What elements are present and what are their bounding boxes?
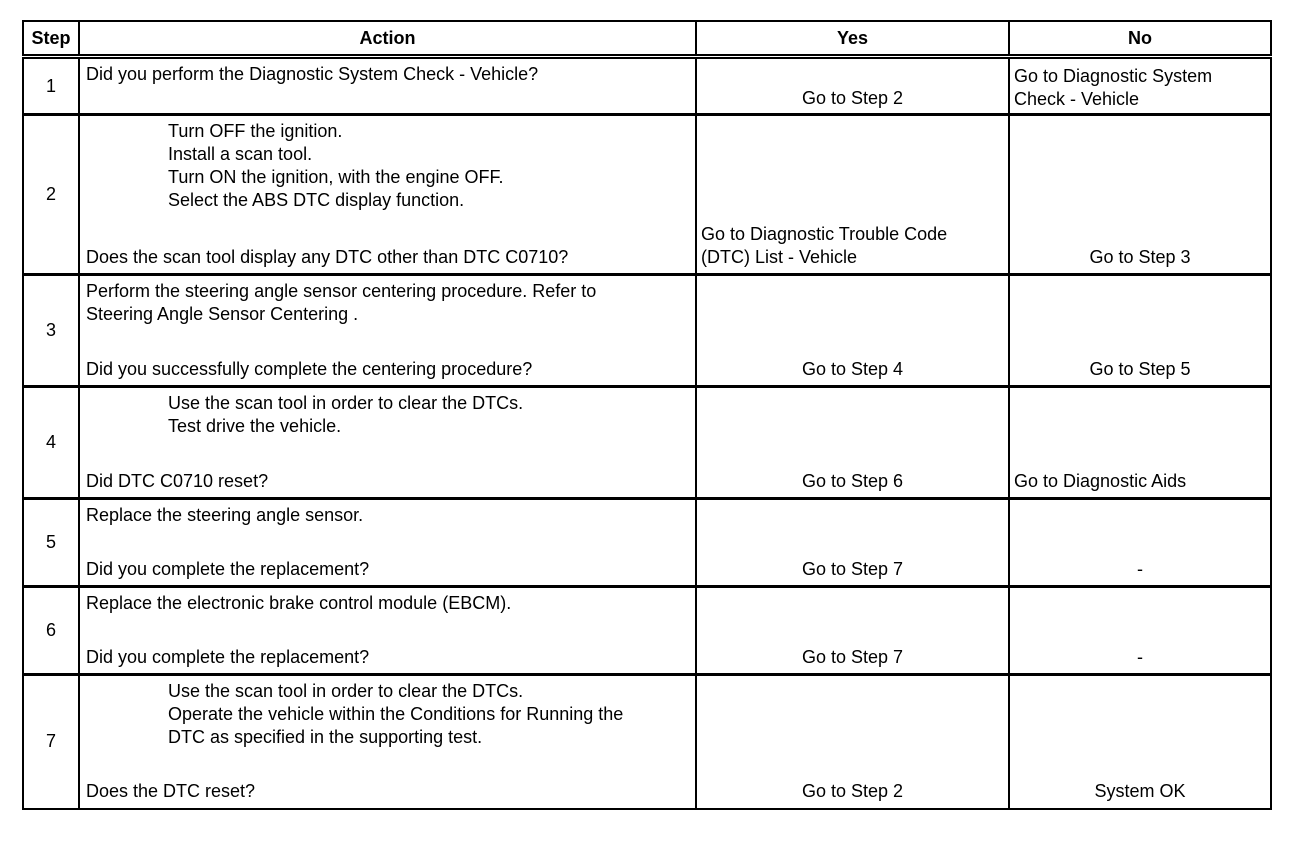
instruction-item: Operate the vehicle within the Conditions for Running the [168, 704, 624, 724]
no-result: Go to Step 5 [1089, 359, 1191, 379]
yes-cell [696, 499, 1009, 587]
yes-result-line: Go to Diagnostic Trouble Code [701, 224, 948, 244]
table-row [23, 499, 1271, 587]
no-result: - [1137, 647, 1143, 667]
instruction-item: Test drive the vehicle. [168, 416, 342, 436]
yes-cell [696, 115, 1009, 275]
action-cell [79, 587, 696, 675]
step-number: 7 [23, 675, 79, 809]
no-cell [1009, 387, 1271, 499]
action-question: Does the scan tool display any DTC other than DTC C0710? [86, 247, 569, 267]
action-cell [79, 499, 696, 587]
yes-result: Go to Step 2 [801, 88, 904, 108]
instruction-item: DTC as specified in the supporting test. [168, 727, 483, 747]
no-result-line: Check - Vehicle [1014, 89, 1140, 109]
yes-result: Go to Step 2 [801, 781, 904, 801]
instruction-item: Use the scan tool in order to clear the DTCs. [168, 393, 524, 413]
yes-cell [696, 387, 1009, 499]
action-cell [79, 115, 696, 275]
instruction-item: Install a scan tool. [168, 144, 313, 164]
action-question: Did DTC C0710 reset? [86, 471, 269, 491]
no-cell [1009, 587, 1271, 675]
header-row [23, 21, 1271, 57]
action-question: Did you complete the replacement? [86, 559, 370, 579]
no-result: - [1137, 559, 1143, 579]
action-cell [79, 387, 696, 499]
header-action: Action [79, 21, 696, 57]
instruction-list [86, 392, 689, 438]
instruction-list [86, 680, 689, 749]
no-cell [1009, 675, 1271, 809]
yes-cell [696, 587, 1009, 675]
no-result: Go to Diagnostic Aids [1014, 471, 1187, 491]
table-row [23, 275, 1271, 387]
step-number: 6 [23, 587, 79, 675]
header-no: No [1009, 21, 1271, 57]
table-row [23, 387, 1271, 499]
action-intro-line: Perform the steering angle sensor centering procedure. Refer to [86, 281, 597, 301]
no-cell [1009, 115, 1271, 275]
action-question: Did you successfully complete the centering procedure? [86, 359, 533, 379]
action-intro-line: Steering Angle Sensor Centering . [86, 304, 359, 324]
step-number: 5 [23, 499, 79, 587]
header-yes: Yes [696, 21, 1009, 57]
action-question: Did you perform the Diagnostic System Check - Vehicle? [86, 64, 539, 84]
no-cell [1009, 499, 1271, 587]
no-cell [1009, 275, 1271, 387]
instruction-item: Use the scan tool in order to clear the DTCs. [168, 681, 524, 701]
action-question: Does the DTC reset? [86, 781, 256, 801]
no-result: System OK [1094, 781, 1186, 801]
action-intro: Replace the steering angle sensor. [86, 505, 364, 525]
table-row [23, 115, 1271, 275]
yes-cell [696, 57, 1009, 115]
instruction-item: Select the ABS DTC display function. [168, 190, 465, 210]
instruction-item: Turn ON the ignition, with the engine OFF. [168, 167, 504, 187]
action-cell [79, 57, 696, 115]
action-cell [79, 275, 696, 387]
yes-cell [696, 275, 1009, 387]
yes-result: Go to Step 7 [801, 647, 904, 667]
yes-result: Go to Step 6 [801, 471, 904, 491]
table-row [23, 57, 1271, 115]
yes-result-line: (DTC) List - Vehicle [701, 247, 858, 267]
diagnostic-table [22, 20, 1272, 810]
step-number: 4 [23, 387, 79, 499]
header-step: Step [23, 21, 79, 57]
action-question: Did you complete the replacement? [86, 647, 370, 667]
table-row [23, 587, 1271, 675]
yes-result: Go to Step 4 [801, 359, 904, 379]
step-number: 1 [23, 57, 79, 115]
yes-cell [696, 675, 1009, 809]
action-intro [86, 280, 689, 326]
action-intro: Replace the electronic brake control module (EBCM). [86, 593, 512, 613]
no-cell [1009, 57, 1271, 115]
no-result: Go to Step 3 [1089, 247, 1191, 267]
table-row [23, 675, 1271, 809]
action-cell [79, 675, 696, 809]
instruction-list [86, 120, 689, 212]
step-number: 2 [23, 115, 79, 275]
no-result-line: Go to Diagnostic System [1014, 66, 1213, 86]
step-number: 3 [23, 275, 79, 387]
yes-result: Go to Step 7 [801, 559, 904, 579]
instruction-item: Turn OFF the ignition. [168, 121, 343, 141]
